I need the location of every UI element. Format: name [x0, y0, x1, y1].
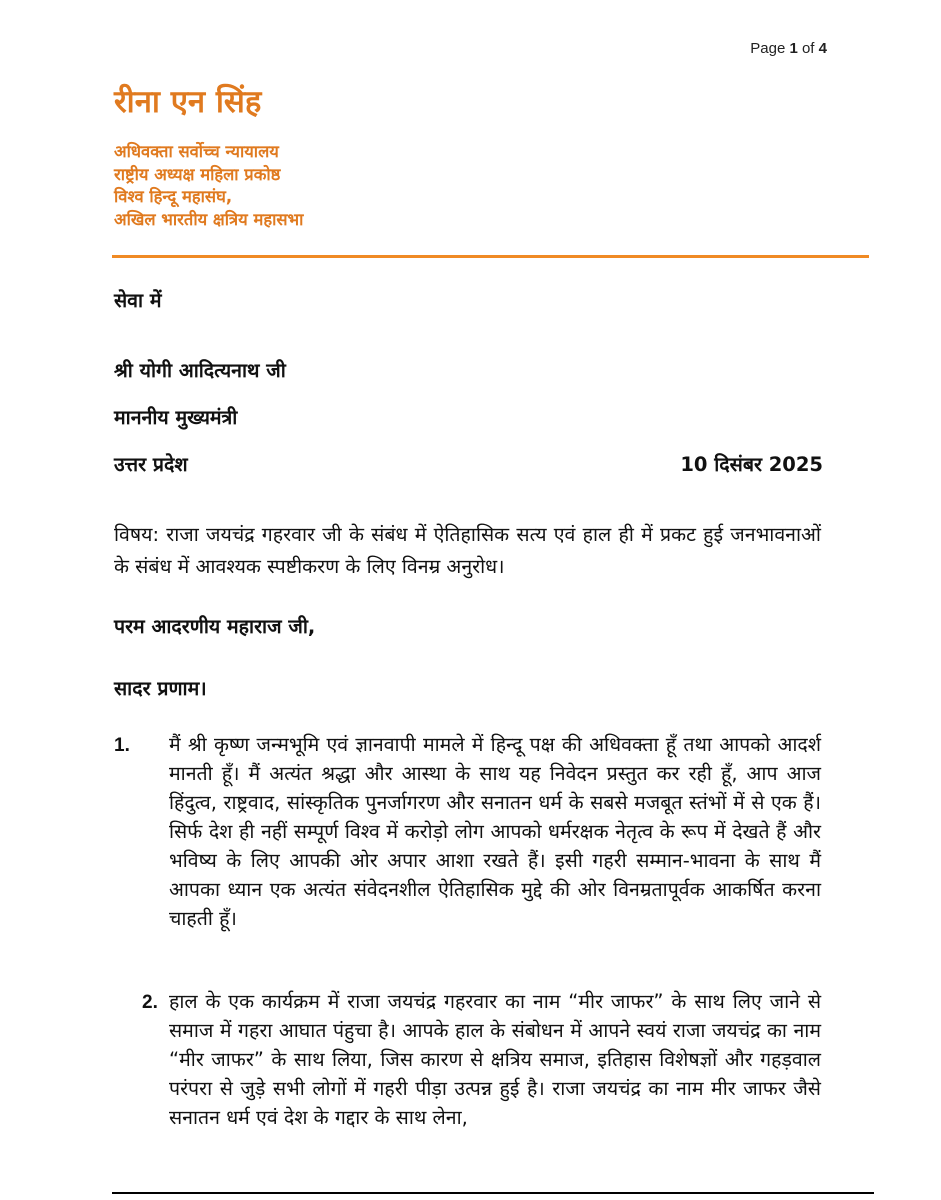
page-current: 1 [789, 40, 798, 57]
address-to: सेवा में [114, 289, 162, 312]
letterhead-name: रीना एन सिंह [114, 84, 262, 120]
letterhead-line: विश्व हिन्दू महासंघ, [114, 187, 233, 206]
page-total: 4 [818, 40, 827, 57]
paragraph-text: हाल के एक कार्यक्रम में राजा जयचंद्र गहरवार का नाम “मीर जाफर” के साथ लिए जाने से समाज में गहरा आघात पंहुचा है। आपके हाल के संबोधन में आपने स्वयं राजा जयचंद्र का नाम “मीर जाफर” के साथ लिया, जिस कारण से क्षत्रिय समाज, इतिहास विशेषज्ञों और गहड़वाल परंपरा से जुड़े सभी लोगों में गहरी पीड़ा उत्पन्न हुई है। राजा जयचंद्र का नाम मीर जाफर जैसे सनातन धर्म एवं देश के गद्दार के साथ लेना, [169, 990, 821, 1129]
paragraph-text: मैं श्री कृष्ण जन्मभूमि एवं ज्ञानवापी मामले में हिन्दू पक्ष की अधिवक्ता हूँ तथा आपको आदर्श मानती हूँ। मैं अत्यंत श्रद्धा और आस्था के साथ यह निवेदन प्रस्तुत कर रही हूँ, आप आज हिंदुत्व, राष्ट्रवाद, सांस्कृतिक पुनर्जागरण और सनातन धर्म के सबसे मजबूत स्तंभों में से एक हैं। सिर्फ देश ही नहीं सम्पूर्ण विश्व में करोड़ो लोग आपको धर्मरक्षक नेतृत्व के रूप में देखते हैं और भविष्य के लिए आपकी ओर अपार आशा रखते हैं। इसी गहरी सम्मान-भावना के साथ मैं आपका ध्यान एक अत्यंत संवेदनशील ऐतिहासिक मुद्दे की ओर विनम्रतापूर्वक आकर्षित करना चाहती हूँ। [169, 733, 821, 930]
subject-line: विषय: राजा जयचंद्र गहरवार जी के संबंध में ऐतिहासिक सत्य एवं हाल ही में प्रकट हुई जनभावनाओं के संबंध में आवश्यक स्पष्टीकरण के लिए विनम्र अनुरोध। [114, 523, 821, 578]
letterhead-divider [112, 255, 869, 258]
letter-date: 10 दिसंबर 2025 [680, 453, 823, 476]
letterhead-line: राष्ट्रीय अध्यक्ष महिला प्रकोष्ठ [114, 164, 281, 184]
paragraph-number: 1. [114, 735, 130, 756]
paragraph-number: 2. [142, 992, 158, 1013]
letterhead-line: अखिल भारतीय क्षत्रिय महासभा [114, 209, 304, 229]
page-sep: of [797, 40, 819, 57]
page-label: Page [750, 40, 790, 57]
paragraph-1 [114, 730, 821, 933]
recipient-title: माननीय मुख्यमंत्री [114, 406, 238, 429]
footer-divider [112, 1192, 874, 1194]
paragraph-2 [114, 987, 821, 1132]
letterhead-line: अधिवक्ता सर्वोच्च न्यायालय [114, 142, 279, 161]
letterhead-designations [114, 141, 303, 231]
recipient-name: श्री योगी आदित्यनाथ जी [114, 359, 286, 382]
greeting: परम आदरणीय महाराज जी, [114, 615, 316, 638]
recipient-state: उत्तर प्रदेश [114, 453, 188, 476]
salutation: सादर प्रणाम। [114, 677, 207, 700]
page-number [750, 40, 827, 57]
